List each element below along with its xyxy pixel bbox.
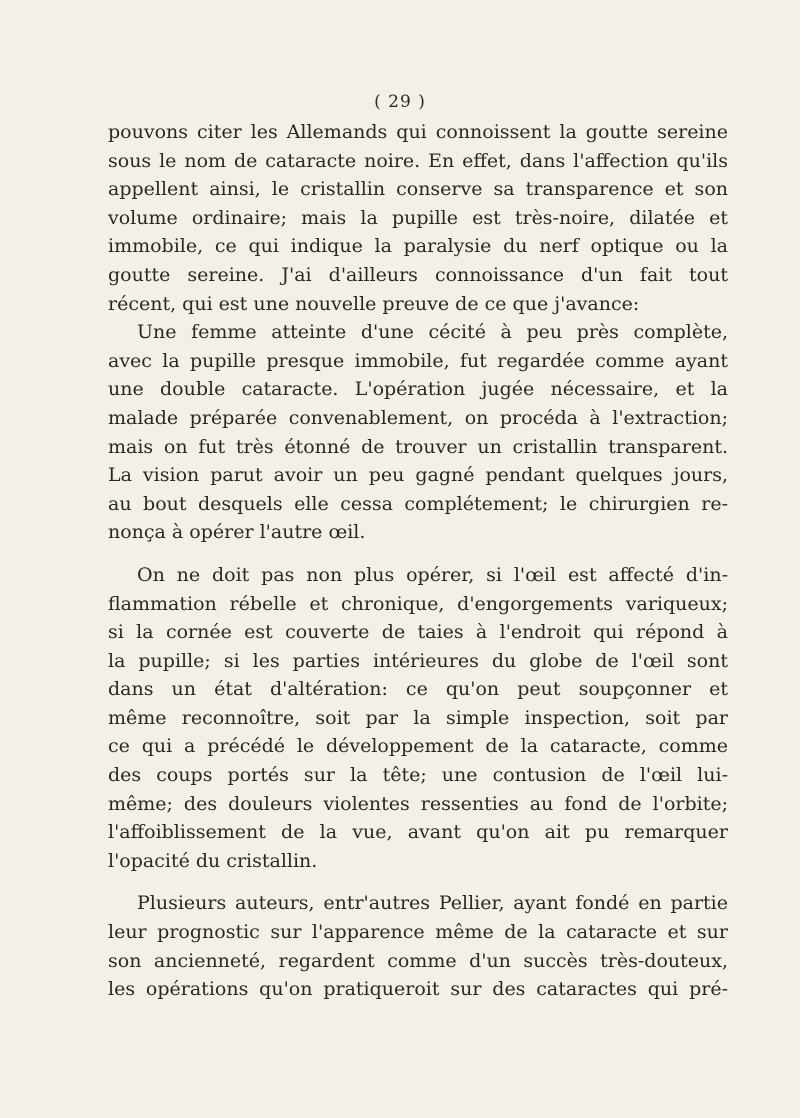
text-line: même; des douleurs violentes ressenties au fond de l'orbite; (108, 792, 728, 815)
paragraph-2 (108, 318, 728, 547)
text-line: ce qui a précédé le développement de la cataracte, comme (108, 735, 728, 758)
text-line: immobile, ce qui indique la paralysie du nerf optique ou la (108, 235, 728, 258)
text-line: nonça à opérer l'autre œil. (108, 521, 366, 544)
text-line: l'affoiblissement de la vue, avant qu'on ait pu remarquer (108, 821, 728, 844)
paragraph-4 (108, 889, 728, 1003)
text-line: leur prognostic sur l'apparence même de la cataracte et sur (108, 921, 728, 944)
text-line: La vision parut avoir un peu gagné pendant quelques jours, (108, 464, 728, 487)
text-line: volume ordinaire; mais la pupille est très-noire, dilatée et (108, 206, 728, 229)
text-line: son ancienneté, regardent comme d'un succès très-douteux, (108, 949, 728, 972)
page-number: ( 29 ) (374, 92, 426, 112)
text-line: On ne doit pas non plus opérer, si l'œil est affecté d'in- (137, 563, 728, 586)
text-line: une double cataracte. L'opération jugée nécessaire, et la (108, 378, 728, 401)
paragraph-gap (108, 547, 728, 561)
text-line: la pupille; si les parties intérieures du globe de l'œil sont (108, 649, 728, 672)
text-line: l'opacité du cristallin. (108, 849, 318, 872)
text-line: les opérations qu'on pratiqueroit sur des cataractes qui pré- (108, 978, 728, 1001)
text-line: même reconnoître, soit par la simple inspection, soit par (108, 706, 728, 729)
text-line: au bout desquels elle cessa complétement; le chirurgien re- (108, 492, 728, 515)
text-line: dans un état d'altération: ce qu'on peut soupçonner et (108, 678, 728, 701)
text-line: malade préparée convenablement, on procéda à l'extraction; (108, 406, 728, 429)
text-line: appellent ainsi, le cristallin conserve sa transparence et son (108, 178, 728, 201)
text-line: Une femme atteinte d'une cécité à peu près complète, (137, 321, 728, 344)
text-line: des coups portés sur la tête; une contusion de l'œil lui- (108, 764, 728, 787)
text-line: si la cornée est couverte de taies à l'endroit qui répond à (108, 621, 728, 644)
text-line: récent, qui est une nouvelle preuve de ce que j'avance: (108, 292, 640, 315)
paragraph-gap (108, 875, 728, 889)
text-line: goutte sereine. J'ai d'ailleurs connoissance d'un fait tout (108, 263, 728, 286)
paragraph-3 (108, 561, 728, 876)
text-line: avec la pupille presque immobile, fut regardée comme ayant (108, 349, 728, 372)
body-text (108, 118, 728, 1004)
paragraph-1 (108, 118, 728, 318)
text-line: mais on fut très étonné de trouver un cristallin transparent. (108, 435, 728, 458)
text-line: pouvons citer les Allemands qui connoissent la goutte sereine (108, 121, 728, 143)
text-line: sous le nom de cataracte noire. En effet, dans l'affection qu'ils (108, 149, 728, 172)
text-line: flammation rébelle et chronique, d'engorgements variqueux; (108, 592, 728, 615)
text-line: Plusieurs auteurs, entr'autres Pellier, ayant fondé en partie (137, 892, 728, 915)
